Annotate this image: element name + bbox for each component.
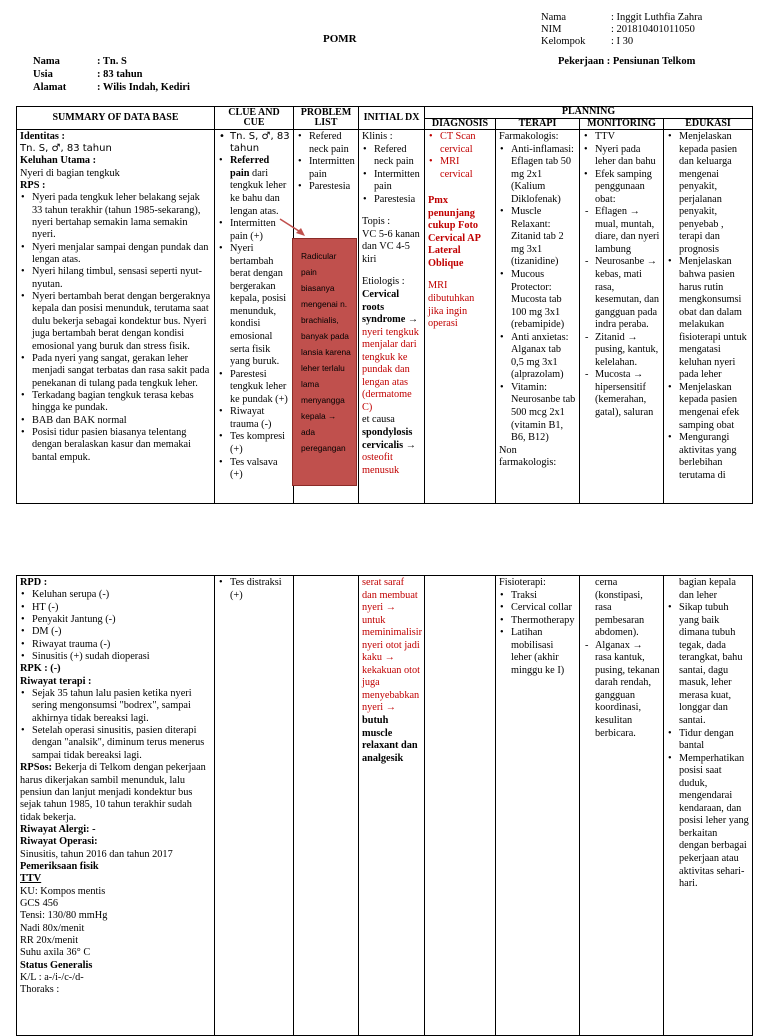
rps-item: • Terkadang bagian tengkuk terasa kebas hingga ke pundak.: [20, 390, 211, 415]
clue-item: • Tn. S, ♂, 83 tahun: [218, 131, 290, 155]
diagnosis-mri-note: MRI dibutuhkan jika ingin operasi: [428, 280, 475, 330]
terapi-item: • Mucous Protector: Mucosta tab 100 mg 3x1 (rebamipide): [499, 269, 576, 332]
rpd-item: • Sinusitis (+) sudah dioperasi: [20, 651, 211, 663]
identitas-label: Identitas :: [20, 131, 65, 142]
header-initial: INITIAL DX: [359, 107, 425, 130]
etiologis-bold: Cervical roots syndrome →: [362, 289, 419, 326]
pemeriksaan-fisik: Pemeriksaan fisik: [20, 860, 99, 872]
rps-item: • Nyeri menjalar sampai dengan pundak dan lengan atas.: [20, 242, 211, 267]
klinis-label: Klinis :: [362, 131, 393, 142]
edukasi-item: • Menjelaskan kepada pasien dan keluarga mengenai penyakit, perjalanan penyakit, penyebab , terapi dan prognosis: [667, 131, 749, 256]
rps-item: • BAB dan BAK normal: [20, 415, 211, 427]
student-nim-label: NIM: [541, 24, 562, 35]
header-problem: PROBLEM LIST: [294, 107, 359, 130]
edukasi-item: • Sikap tubuh yang baik dimana tubuh tegak, dada terangkat, bahu santai, dagu masuk, leher merasa kuat, longgar dan santai.: [667, 602, 749, 727]
clue-item: • Tes valsava (+): [218, 457, 290, 482]
rps-item: • Nyeri hilang timbul, sensasi seperti nyut-nyutan.: [20, 266, 211, 291]
keluhan-value: Nyeri di bagian tengkuk: [20, 167, 120, 179]
edukasi-item: • Menjelaskan kepada pasien mengenai efek samping obat: [667, 382, 749, 432]
et-causa: et causa: [362, 414, 395, 426]
rpd-item: • DM (-): [20, 626, 211, 638]
rpd-item: • Keluhan serupa (-): [20, 589, 211, 601]
clue-item: • Nyeri bertambah berat dengan bergerakan kepala, posisi menunduk, kondisi emosional serta fisik yang buruk.: [218, 243, 290, 368]
riwayat-operasi-label: Riwayat Operasi:: [20, 836, 98, 848]
header-terapi: TERAPI: [496, 118, 580, 130]
rpsos-value: Bekerja di Telkom dengan pekerjaan harus dikerjakan sambil menunduk, lalu pensiun dan lanjut menjadi kondektur bus sejak tahun 1985, 10 tahun terakhir sudah tidak bekerja.: [20, 762, 206, 823]
rpd-item: • HT (-): [20, 602, 211, 614]
patient-usia: : 83 tahun: [97, 69, 143, 80]
riwayat-terapi-item: • Sejak 35 tahun lalu pasien ketika nyeri sering mengonsumsi "bodrex", sampai akhirnya tidak bereaksi lagi.: [20, 688, 211, 725]
summary-cell-page2: [17, 576, 215, 1036]
student-kelompok-label: Kelompok: [541, 36, 586, 47]
monitoring-sub-item: - Eflagen → mual, muntah, diare, dan nyeri lambung: [583, 206, 660, 256]
riwayat-terapi-label: Riwayat terapi :: [20, 675, 92, 687]
rps-item: • Nyeri pada tengkuk leher belakang sejak 33 tahun terakhir (tahun 1985-sekarang), nyeri bertahap semakin lama semakin nyeri.: [20, 192, 211, 241]
vital-item: Suhu axila 36° C: [20, 947, 91, 959]
edukasi-item: • Menjelaskan bahwa pasien harus rutin mengkonsumsi obat dan dalam melakukan fisioterapi untuk mengatasi keluhan nyeri pada leher: [667, 256, 749, 381]
summary-cell-page1: [17, 130, 215, 504]
diagnosis-pmx: Pmx penunjang cukup Foto Cervical AP Lateral Oblique: [428, 195, 481, 269]
monitoring-item: • TTV: [583, 131, 660, 144]
patient-alamat-label: Alamat: [33, 82, 67, 93]
keluhan-label: Keluhan Utama :: [20, 155, 97, 167]
clue-item: • Parestesi tengkuk leher ke pundak (+): [218, 369, 290, 407]
diagnosis-cell-page1: [425, 130, 496, 504]
rps-item: • Pada nyeri yang sangat, gerakan leher menjadi sangat terbatas dan rasa sakit pada penekanan di tulang pada tengkuk leher.: [20, 353, 211, 390]
student-nama: : Inggit Luthfia Zahra: [611, 12, 703, 23]
monitoring-sub-item: - Alganax → rasa kantuk, pusing, tekanan darah rendah, gangguan koordinasi, kesulitan berbicara.: [583, 640, 660, 740]
rpsos-label: RPSos:: [20, 762, 53, 774]
terapi-item: • Anti anxietas: Alganax tab 0,5 mg 3x1 (alprazolam): [499, 332, 576, 382]
clue-cell-page1: [215, 130, 294, 504]
monitoring-sub-item: - Zitanid → pusing, kantuk, kelelahan.: [583, 332, 660, 370]
spondylosis: spondylosis cervicalis →: [362, 427, 417, 451]
edukasi-item: • Tidur dengan bantal: [667, 728, 749, 753]
topis-label: Topis :: [362, 216, 391, 228]
terapi-item: • Muscle Relaxant: Zitanid tab 2 mg 3x1 (tizanidine): [499, 206, 576, 269]
monitoring-item: • Efek samping penggunaan obat:: [583, 169, 660, 207]
rps-label: RPS :: [20, 180, 46, 192]
clue-cell-page2: [215, 576, 294, 1036]
problem-item: • Intermitten pain: [297, 156, 355, 181]
vital-item: GCS 456: [20, 897, 59, 909]
etiologis-red: nyeri tengkuk menjalar dari tengkuk ke pundak dan lengan atas (dermatome C): [362, 326, 419, 413]
pomr-table-page2: [16, 575, 753, 1036]
farmakologis-label: Farmakologis:: [499, 131, 559, 142]
initial-cell-page1: [359, 130, 425, 504]
riwayat-operasi-value: Sinusitis, tahun 2016 dan tahun 2017: [20, 848, 173, 860]
monitoring-sub-item: - Neurosanbe → kebas, mati rasa, kesemutan, dan gangguan pada indra peraba.: [583, 256, 660, 331]
terapi-cell-page1: [496, 130, 580, 504]
patient-usia-label: Usia: [33, 69, 53, 80]
diagnosis-cell-page2: [425, 576, 496, 1036]
fisioterapi-item: • Thermotherapy: [499, 615, 576, 628]
kl-value: K/L : a-/i-/c-/d-: [20, 972, 84, 983]
riwayat-alergi: Riwayat Alergi: -: [20, 823, 96, 835]
identitas-value: Tn. S, ♂, 83 tahun: [20, 143, 112, 155]
student-nim: : 201810401011050: [611, 24, 695, 35]
patient-nama: : Tn. S: [97, 56, 127, 67]
rps-item: • Nyeri bertambah berat dengan bergeraknya kepala dan posisi menunduk, terutama saat dulu bekerja sebagai kondektur bus. Nyeri juga bertambah berat dengan kondisi emosional yang buruk dan stress fisik.: [20, 291, 211, 353]
terapi-item: • Vitamin: Neurosanbe tab 500 mcg 2x1 (vitamin B1, B6, B12): [499, 382, 576, 445]
vital-item: RR 20x/menit: [20, 934, 79, 946]
monitoring-cell-page1: [580, 130, 664, 504]
edukasi-cell-page1: [664, 130, 753, 504]
riwayat-terapi-item: • Setelah operasi sinusitis, pasien diterapi dengan "analsik", diminum terus menerus sampai tidak bereaksi lagi.: [20, 725, 211, 762]
diagnosis-item: • CT Scan cervical: [428, 131, 492, 156]
diagnosis-item: • MRI cervical: [428, 156, 492, 181]
patient-nama-label: Nama: [33, 56, 60, 67]
fisioterapi-label: Fisioterapi:: [499, 577, 546, 588]
vital-item: Nadi 80x/menit: [20, 922, 85, 934]
initial-bold-continuation: butuh muscle relaxant dan analgesik: [362, 715, 418, 764]
problem-item: • Parestesia: [297, 181, 355, 194]
non-farmakologis-label: Non farmakologis:: [499, 444, 557, 469]
header-planning: PLANNING: [425, 107, 753, 119]
rps-item: • Posisi tidur pasien biasanya telentang dengan beralaskan kasur dan memakai bantal empuk.: [20, 427, 211, 464]
initial-cell-page2: [359, 576, 425, 1036]
clue-item: • Tes distraksi (+): [218, 577, 290, 602]
clue-item: • Tes kompresi (+): [218, 431, 290, 456]
klinis-item: • Refered neck pain: [362, 144, 421, 169]
problem-item: • Refered neck pain: [297, 131, 355, 156]
patient-alamat: : Wilis Indah, Kediri: [97, 82, 190, 93]
terapi-item: • Anti-inflamasi: Eflagen tab 50 mg 2x1 (Kalium Diklofenak): [499, 144, 576, 207]
student-kelompok: : I 30: [611, 36, 634, 47]
monitoring-continuation: cerna (konstipasi, rasa pembesaran abdomen).: [595, 577, 645, 639]
topis-value: VC 5-6 kanan dan VC 4-5 kiri: [362, 228, 420, 265]
monitoring-sub-item: - Mucosta → hipersensitif (kemerahan, gatal), saluran: [583, 369, 660, 419]
rpd-label: RPD :: [20, 577, 48, 588]
rpk: RPK : (-): [20, 663, 61, 675]
fisioterapi-item: • Latihan mobilisasi leher (akhir minggu ke I): [499, 627, 576, 677]
header-clue: CLUE AND CUE: [215, 107, 294, 130]
clue-item: • Referred pain dari tengkuk leher ke bahu dan lengan atas.: [218, 155, 290, 218]
annotation-arrow-icon: [278, 217, 308, 237]
ttv-label: TTV: [20, 873, 42, 885]
header-edukasi: EDUKASI: [664, 118, 753, 130]
monitoring-item: • Nyeri pada leher dan bahu: [583, 144, 660, 169]
student-info: [541, 12, 702, 48]
rpd-item: • Riwayat trauma (-): [20, 639, 211, 651]
thoraks-label: Thoraks :: [20, 984, 60, 996]
student-nama-label: Nama: [541, 12, 567, 23]
terapi-cell-page2: [496, 576, 580, 1036]
page-title: POMR: [323, 33, 357, 45]
problem-cell-page2: [294, 576, 359, 1036]
problem-annotation-box: Radicular pain biasanya mengenai n. brachialis, banyak pada lansia karena leher terlalu lama menyangga kepala → ada peregangan: [292, 238, 357, 486]
edukasi-continuation: bagian kepala dan leher: [679, 577, 736, 601]
clue-item: • Intermitten pain (+): [218, 218, 290, 243]
patient-info: [33, 55, 190, 94]
initial-red-continuation: serat saraf dan membuat nyeri → untuk meminimalisir nyeri otot jadi kaku → kekakuan otot juga menyebabkan nyeri →: [362, 577, 423, 714]
vital-item: KU: Kompos mentis: [20, 885, 106, 897]
monitoring-cell-page2: [580, 576, 664, 1036]
patient-pekerjaan: Pekerjaan : Pensiunan Telkom: [558, 56, 696, 67]
klinis-item: • Parestesia: [362, 194, 421, 207]
fisioterapi-item: • Cervical collar: [499, 602, 576, 615]
header-monitoring: MONITORING: [580, 118, 664, 130]
fisioterapi-item: • Traksi: [499, 590, 576, 603]
etiologis-label: Etiologis :: [362, 276, 405, 288]
edukasi-item: • Memperhatikan posisi saat duduk, mengendarai kendaraan, dan posisi leher yang berkaitan dengan berbagai pekerjaan atau aktivitas sehari-hari.: [667, 753, 749, 891]
edukasi-item: • Mengurangi aktivitas yang berlebihan terutama di: [667, 432, 749, 482]
vital-item: Tensi: 130/80 mmHg: [20, 910, 108, 922]
klinis-item: • Intermitten pain: [362, 169, 421, 194]
edukasi-cell-page2: [664, 576, 753, 1036]
pomr-table-page1: [16, 106, 753, 504]
clue-item: • Riwayat trauma (-): [218, 406, 290, 431]
header-summary: SUMMARY OF DATA BASE: [17, 107, 215, 130]
rpd-item: • Penyakit Jantung (-): [20, 614, 211, 626]
status-generalis: Status Generalis: [20, 959, 93, 971]
osteofit: osteofit menusuk: [362, 452, 400, 476]
header-diagnosis: DIAGNOSIS: [425, 118, 496, 130]
